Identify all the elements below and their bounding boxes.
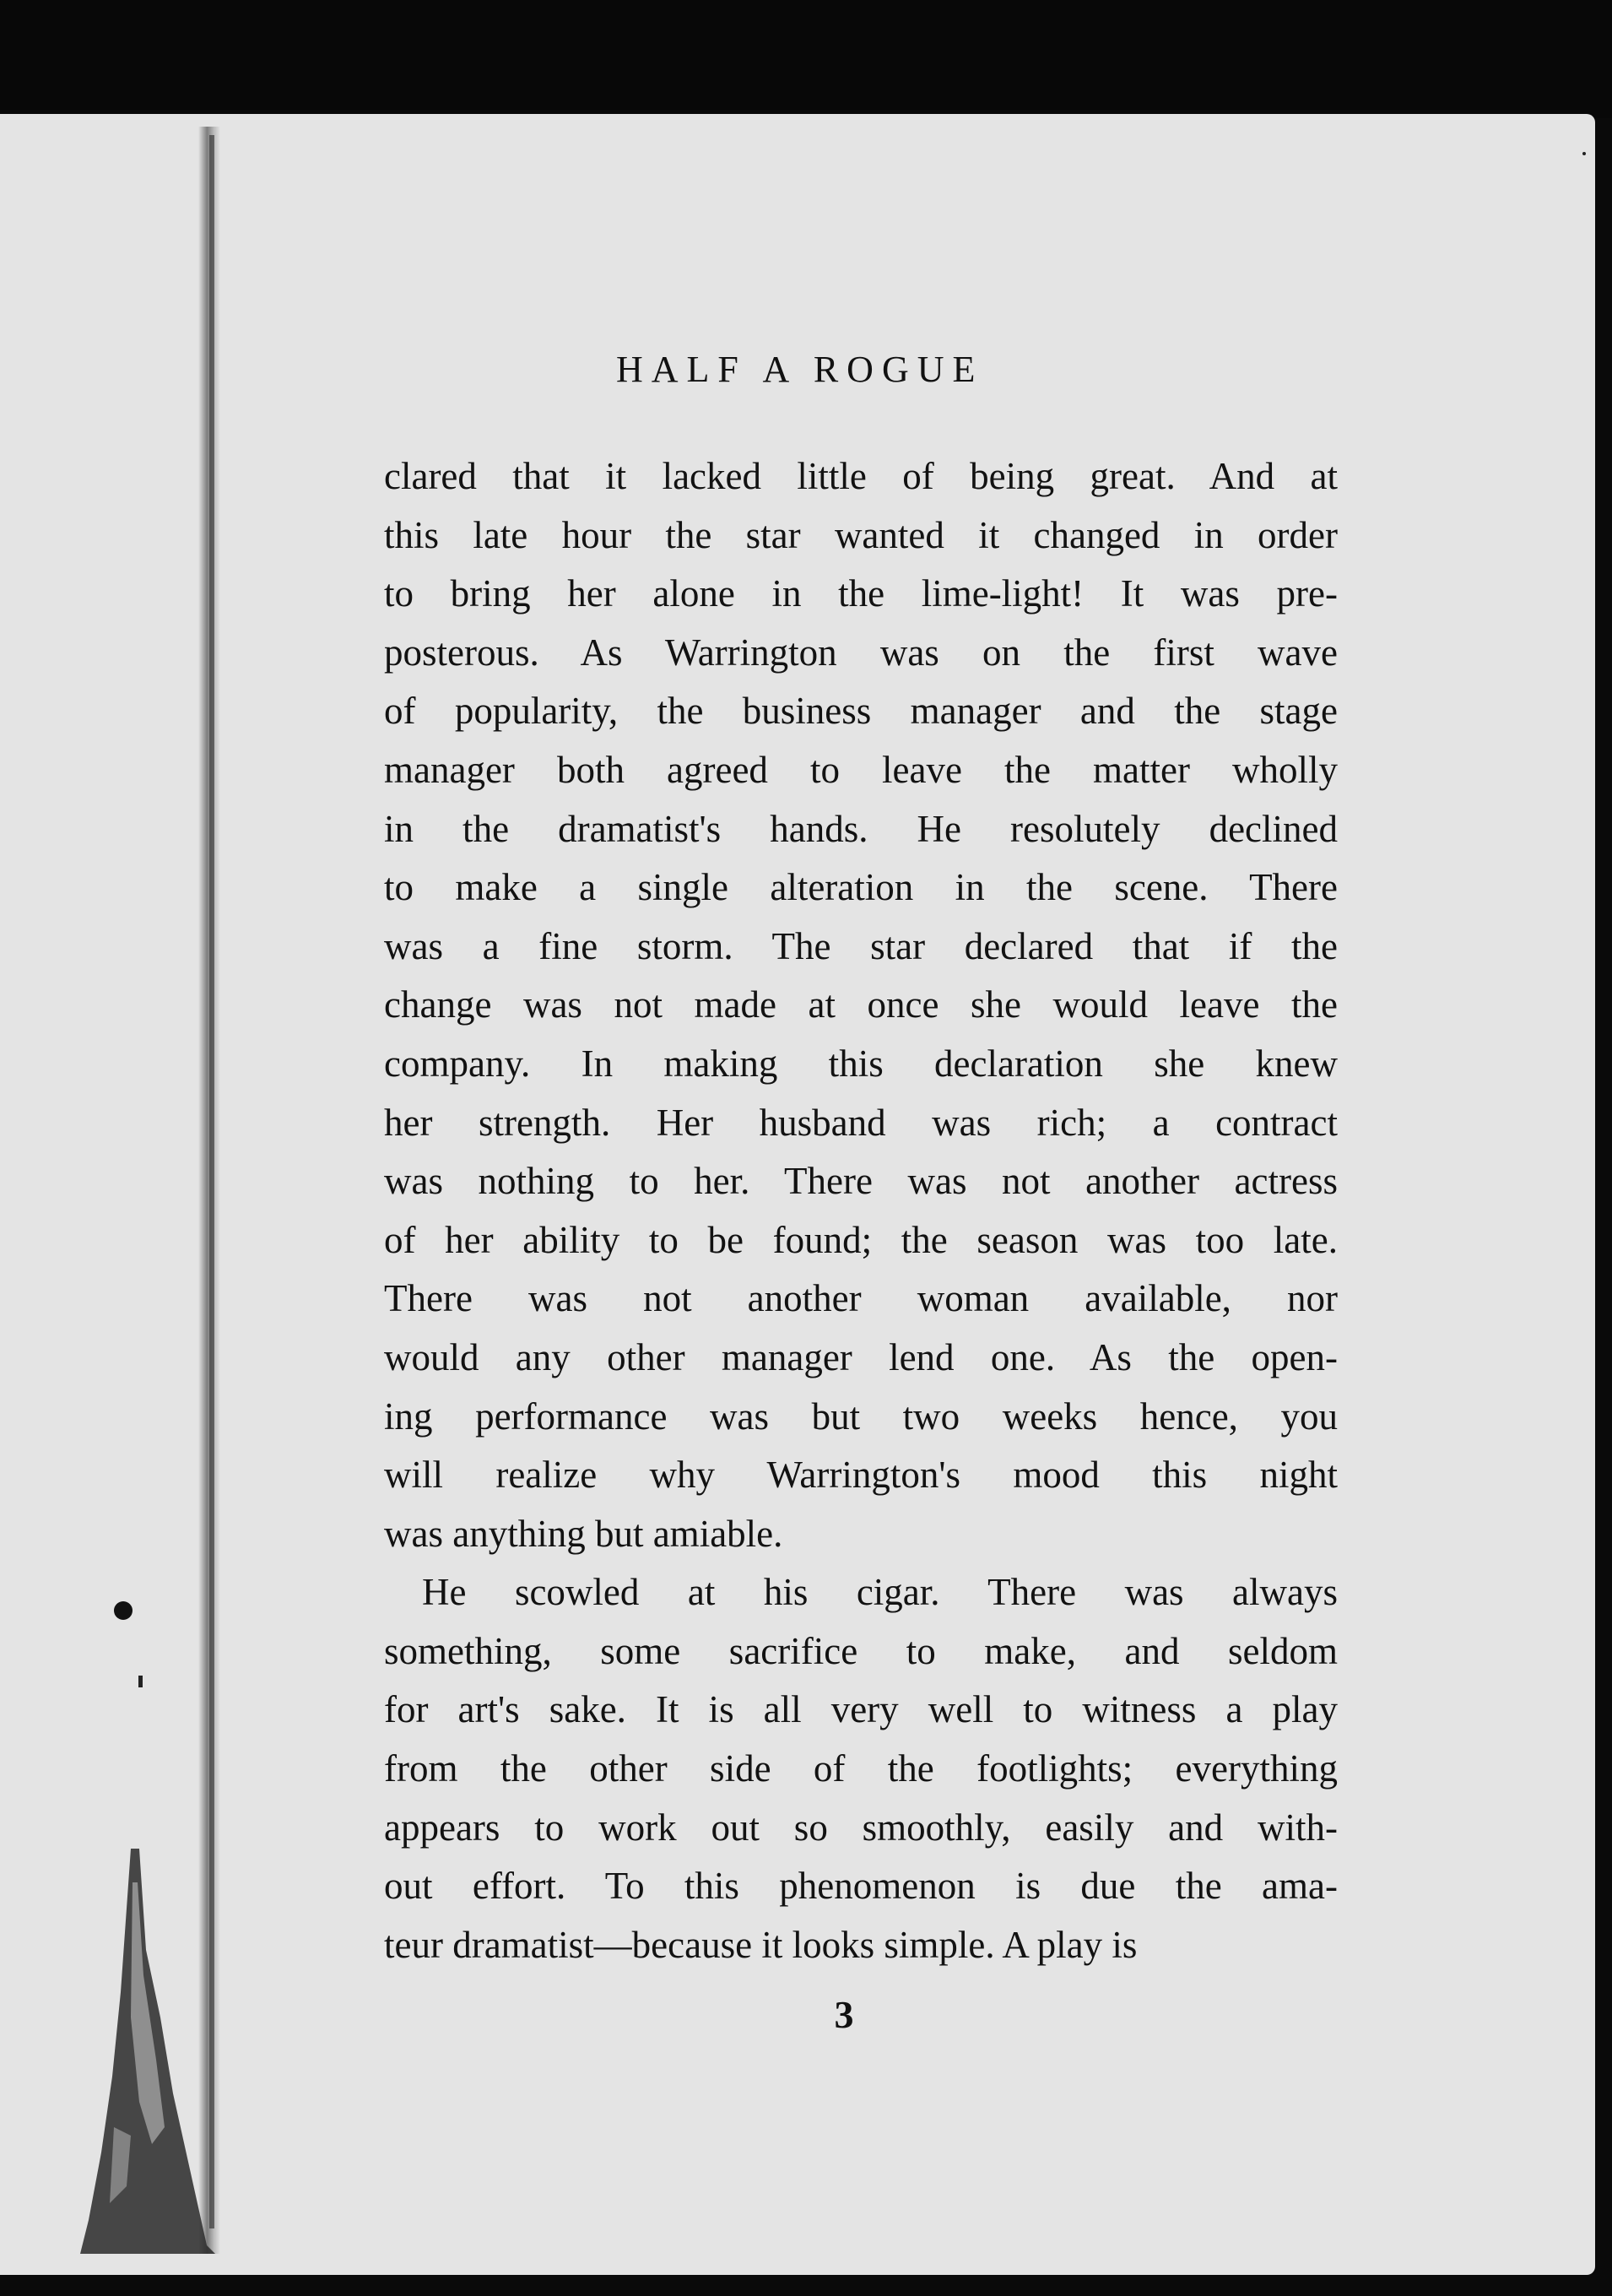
text-line: her strength. Her husband was rich; a contract (384, 1101, 1338, 1144)
text-line: He scowled at his cigar. There was always (422, 1571, 1338, 1614)
running-head: HALF A ROGUE (616, 349, 984, 390)
scan-top-border (0, 0, 1612, 118)
text-line: from the other side of the footlights; everything (384, 1747, 1338, 1790)
text-line: company. In making this declaration she knew (384, 1042, 1338, 1085)
margin-dot-mark (114, 1601, 133, 1620)
text-line: was a fine storm. The star declared that if the (384, 924, 1338, 967)
text-line: will realize why Warrington's mood this night (384, 1454, 1338, 1497)
text-line: posterous. As Warrington was on the first wave (384, 631, 1338, 674)
text-line: teur dramatist—because it looks simple. A play is (384, 1923, 1138, 1966)
text-line: this late hour the star wanted it changed in order (384, 513, 1338, 556)
text-line: clared that it lacked little of being great. And at (384, 455, 1338, 497)
text-line: out effort. To this phenomenon is due the ama- (384, 1865, 1338, 1908)
text-line: of popularity, the business manager and the stage (384, 690, 1338, 733)
margin-tick-mark (138, 1676, 143, 1687)
text-line: was anything but amiable. (384, 1512, 783, 1555)
text-line: change was not made at once she would leave the (384, 983, 1338, 1026)
text-line: would any other manager lend one. As the open- (384, 1335, 1338, 1378)
binding-shadow-ornament (80, 1849, 215, 2254)
text-line: appears to work out so smoothly, easily and with- (384, 1806, 1338, 1849)
text-line: ing performance was but two weeks hence, you (384, 1394, 1338, 1438)
body-text (384, 447, 1338, 1974)
text-line: to make a single alteration in the scene. There (384, 866, 1338, 909)
text-line: to bring her alone in the lime-light! It was pre- (384, 572, 1338, 615)
text-line: for art's sake. It is all very well to witness a play (384, 1688, 1338, 1731)
text-line: was nothing to her. There was not another actress (384, 1160, 1338, 1203)
dust-speck (1582, 152, 1586, 155)
text-line: manager both agreed to leave the matter wholly (384, 748, 1338, 791)
text-line: of her ability to be found; the season was too late. (384, 1218, 1338, 1261)
text-line: in the dramatist's hands. He resolutely declined (384, 807, 1338, 850)
text-line: There was not another woman available, nor (384, 1277, 1338, 1320)
text-line: something, some sacrifice to make, and seldom (384, 1629, 1338, 1672)
page-number: 3 (834, 1993, 854, 2036)
